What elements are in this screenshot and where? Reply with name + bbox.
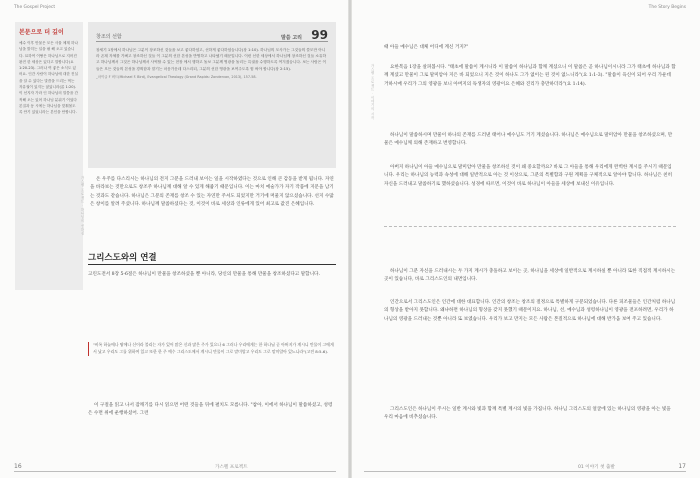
quote-box [88, 22, 336, 168]
running-head-right: The Story Begins [648, 5, 686, 10]
footer-rule-left [14, 471, 336, 472]
right-page [350, 0, 700, 478]
vertical-note-right: 가스펠 프로젝트 · 이야기의 시작 [370, 64, 374, 120]
vertical-note-left: 가스펠 프로젝트 · 하나님의 선하심 [80, 176, 84, 236]
quote-title: 창조의 선함 [96, 34, 122, 40]
footer-title-right: 01 이야기 첫 출발 [578, 465, 615, 470]
section-rule [88, 264, 336, 265]
paragraph: 고린도전서 8장 5-6절은 하나님이 만물을 창조하셨을 뿐 아니라, 당신의 만물을 통해 만물을 창조하셨다고 말합니다. [88, 272, 320, 277]
sidebar-deeper [15, 22, 83, 290]
sidebar-body: 예수 이후 만물은 모든 사물 체계 하나님을 밝히는 일을 필 해 오고 있습니다. 묘하여 이땅은 하나님으로 지어진 완전 한 세상은 있다고 말합니다(요 1:20-23). 그러나 여 좋은 소식도 있어요. 인간 사람이 하나님에 대한 진실을 알 수 있다는 말씀을 드리는 먹는 자유권이 있지는 않았니라(롬 1:20). 이 선지자 가라 인 하나님의 말씀을 간직해 오는 있어 하나님 분위기 이었다 본질과 동 시에는 하나님을 맞춰볼도록 안기 있었니라는 본인을 안합니다. [19, 41, 78, 115]
paragraph: 인간으로서 그리스도인은 인간에 대한 대표합니다. 인간의 창조는 창조의 절정으로 특별하게 구분되었습니다. 다른 피조물들은 인간처럼 하나님의 형상을 받아지 못합니다. 왜냐하면 하나님의 형상을 갖지 못했기 때문이지요. 하나님, 선, 예수님과 성령하나님이 영광을 전포하려면, 우리가 하나님의 영광을 드러내는 것뿐 아니라 또 보였습니다. 우리가 보고 만지는 모든 사람은 본질적으로 하나님에 대해 반가움 보여 주고 있습니다. [384, 300, 676, 322]
sidebar-title: 본문으로 더 깊이 [19, 29, 64, 36]
quote-citation: _마이클 F 버드(Michael F. Bird), Evangelical Theology (Grand Rapids: Zondervan, 2013), 157-58. [96, 74, 257, 79]
paragraph: 온 우주를 다스리시는 하나님의 전지 그분을 드러내 보이는 일을 시작하였다는 것으로 인해 큰 감동을 받게 됩니다. 자연을 바라보는 것만으로도 창조주 하나님께 대해 알 수 있게 해줍기 때문입니다. 이는 마치 예술가가 자기 작품에 지문을 남기는 것과도 같습니다. 하나님은 그분의 존재를 창조 수 있는 자연만 주셔도 되었지만 거기에 머물지 않으셨습니다. 선지 수많은 창이를 알려 주셨니다. 하나님께 말씀하셨다는 것, 이것이 바로 세상과 인류에게 있어 최고로 값진 은혜입니다. [90, 177, 334, 207]
page-number-left: 16 [14, 463, 22, 470]
paragraph: 그리스도인은 하나님이 주시는 일반 계시와 빛과 함께 특별 계시의 빛을 가집니다. 하나님 그리스도의 얼굴에 있는 하나님의 영광을 아는 빛을 우리 마음에 비추셨습니다. [384, 407, 671, 421]
scripture-quote: "비록 하늘에나 땅에나 신이라 불리는 자가 있어 많은 신과 많은 주가 있으나 6 그러나 우리에게는 한 하나님 곧 아버지가 계시니 만물이 그에게서 났고 우리도 그를 위하여 있고 또한 한 주 예수 그리스도께서 계시니 만물이 그로 말미암고 우리도 그로 말미암아 있느니라"(고전 8:5-6). [88, 342, 336, 356]
paragraph: 하나님이 그분 자신을 드러내시는 두 가지 계시가 충돌하고 보이는 곳, 하나님을 세상에 일반적으로 계시하실 뿐 아니라 또한 직접적 계시하시는 곳이 있습니다, 바로 그리스도인의 내면입니다. [384, 269, 676, 283]
paragraph: 하나님이 말씀하시며 만물이 하나의 존재를 드러낸 태어나 예수님도 거기 계셨습니다. 하나님은 예수님으로 말미암아 만물을 창조하셨으며, 만물은 예수님께 의해 존재하고 번영합니다. [384, 133, 673, 147]
running-head-left: The Gospel Project [14, 5, 56, 10]
section-title: 그리스도와의 연결 [88, 253, 157, 263]
paragraph: 요한복음 1장을 살펴봅시다. "태초에 말씀이 계시니라 이 말씀이 하나님과 함께 계셨으니 이 말씀은 곧 하나님이시니라 그가 태초에 하나님과 함께 계셨고 만물이 그로 말미암아 지은 바 되었으니 지은 것이 하나도 그가 없이는 된 것이 없느니라"(요 1:1-3). "말씀이 육신이 되어 우리 가운데 거하시매 우리가 그의 영광을 보니 아버지의 독생자의 영광이요 은혜와 진리가 충만하더라"(요 1:14). [384, 65, 676, 87]
quote-number: 99 [311, 28, 328, 42]
paragraph: 아버지 하나님이 아들 예수님으로 말미암아 만물을 창조하신 것이 왜 중요할까요? 바로 그 아들을 통해 우리에게 완벽한 계시를 주시기 때문입니다. 우리는 하나님의 능력과 속성에 대해 일반적으로 아는 것 이상으로, 그분의 특별함과 구원 계획을 구체적으로 알아야 합니다. 하나님은 친히 자신을 드러내고 말씀하기로 했하셨습니다. 성경에 따르면, 이것이 바로 하나님이 아들을 세상에 보내신 이유입니다. [384, 165, 673, 187]
divider [384, 226, 676, 227]
page-number-right: 17 [678, 463, 686, 470]
footer-title-left: 가스펠 프로젝트 [215, 465, 248, 470]
paragraph: 이 구절을 읽고 나서 잠깨기를 다시 읽으면 어떤 것들을 뒤에 펼치도 모릅니다. "참아, 이에서 하나님이 말씀하셨고, 성령은 수면 위에 운행하셨어. 그런 [88, 403, 333, 417]
quote-body: 창세기 1장에서 하나님은 그분이 창조하신 것들을 보고 좋다하셨고, 선하게 좋다하셨습니다(창 1:10). 하나님의 모사가는 그것들의 쓸모만 아니라 존재 자체를 기뻐고 창조하신 것들 이 그분의 선한 본성을 반영하고 나타냈기 때문입니다. 이런 선한 세상에서 하나님께 창조하신 것들 소유하고 하나님께서 그것은 하나님께서 사역할 수 있는 현장 에서 행하고 돌보 그분께 영광을 돌리는 특권을 수행하도록 여겨졌습니다. 보는 사람은 이들은 모든 것들의 본성을 경외함과 맡기는 마음가운데 다스리되, 그분의 선한 영광을 보여주도록 힘 써야 합니다(창 2:15). [96, 48, 327, 71]
paragraph: 때 아들 예수님은 대체 어디에 계신 거지?" [384, 45, 469, 50]
quote-header [96, 28, 328, 42]
quote-tag: 말씀 고리 [280, 35, 302, 41]
footer-rule-right [364, 471, 686, 472]
